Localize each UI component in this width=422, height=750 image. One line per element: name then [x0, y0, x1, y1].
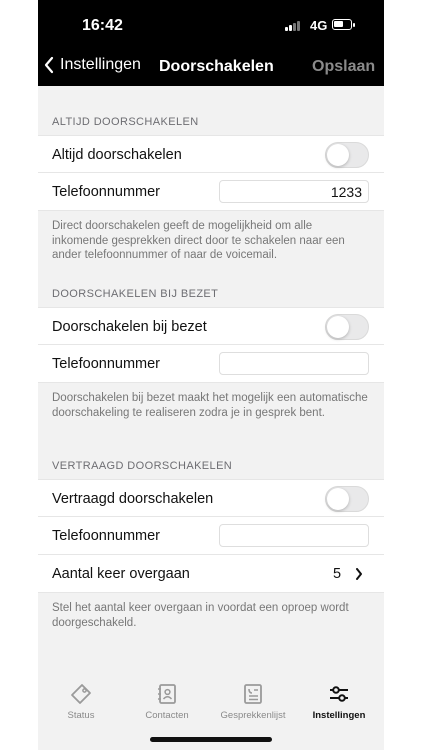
delayed-forward-row: [38, 479, 384, 517]
always-phone-row: [38, 173, 384, 211]
busy-note: Doorschakelen bij bezet maakt het mogelijk een automatische doorschakeling te realiseren zodra je in gesprek bent.: [52, 392, 368, 419]
always-note: Direct doorschakelen geeft de mogelijkheid om alle inkomende gesprekken direct door te schakelen naar een ander telefoonnummer of naar de voicemail.: [52, 220, 345, 261]
tab-status[interactable]: [38, 676, 124, 721]
status-time: 16:42: [82, 17, 123, 34]
battery-icon: [332, 19, 352, 30]
always-forward-toggle[interactable]: [325, 142, 369, 168]
always-forward-label: Altijd doorschakelen: [52, 147, 182, 163]
delayed-forward-label: Vertraagd doorschakelen: [52, 491, 214, 507]
tab-contacts[interactable]: [124, 676, 210, 721]
busy-forward-label: Doorschakelen bij bezet: [52, 319, 207, 335]
signal-icon: [285, 19, 305, 31]
chevron-right-icon: [355, 568, 363, 580]
busy-forward-row: [38, 307, 384, 345]
save-button[interactable]: Opslaan: [312, 58, 376, 75]
network-type: 4G: [310, 18, 328, 33]
sliders-icon: [327, 682, 351, 706]
back-button[interactable]: [44, 56, 141, 74]
tag-icon: [69, 682, 93, 706]
tab-status-label: Status: [67, 710, 95, 721]
rings-label: Aantal keer overgaan: [52, 566, 190, 582]
always-phone-label: Telefoonnummer: [52, 184, 160, 200]
section-header-delayed: VERTRAAGD DOORSCHAKELEN: [52, 460, 233, 472]
chevron-left-icon: [44, 56, 54, 74]
section-header-always: ALTIJD DOORSCHAKELEN: [52, 116, 199, 128]
tab-call-list[interactable]: [210, 676, 296, 721]
section-header-busy: DOORSCHAKELEN BIJ BEZET: [52, 288, 219, 300]
phone-screen: [38, 0, 384, 750]
busy-phone-input[interactable]: [219, 352, 369, 375]
rings-value: 5: [333, 566, 342, 582]
call-list-icon: [241, 682, 265, 706]
tab-call-list-label: Gesprekkenlijst: [220, 710, 286, 721]
tab-settings[interactable]: [296, 676, 382, 721]
contacts-icon: [155, 682, 179, 706]
back-label: Instellingen: [60, 56, 141, 73]
home-indicator: [150, 737, 272, 742]
delayed-phone-label: Telefoonnummer: [52, 528, 160, 544]
busy-forward-toggle[interactable]: [325, 314, 369, 340]
delayed-forward-toggle[interactable]: [325, 486, 369, 512]
page-title: Doorschakelen: [159, 58, 274, 75]
delayed-phone-input[interactable]: [219, 524, 369, 547]
always-phone-input[interactable]: 1233: [219, 180, 369, 203]
delayed-phone-row: [38, 517, 384, 555]
delayed-note: Stel het aantal keer overgaan in voordat een oproep wordt doorgeschakeld.: [52, 602, 349, 629]
busy-phone-label: Telefoonnummer: [52, 356, 160, 372]
tab-settings-label: Instellingen: [312, 710, 366, 721]
rings-row[interactable]: [38, 555, 384, 593]
top-bar: [38, 0, 384, 86]
tab-contacts-label: Contacten: [145, 710, 189, 721]
busy-phone-row: [38, 345, 384, 383]
always-forward-row: [38, 135, 384, 173]
